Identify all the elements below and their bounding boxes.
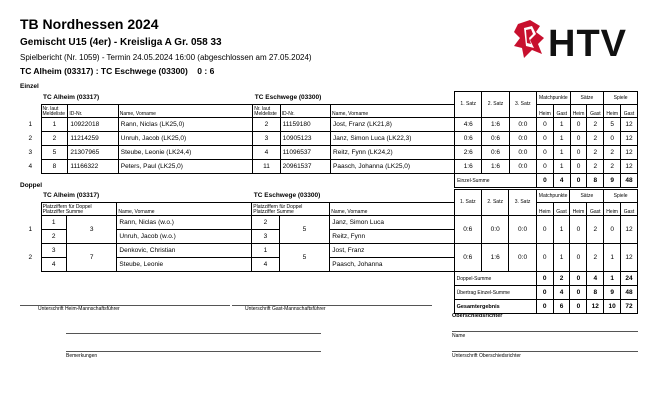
- einzel-home-team: TC Alheim (03317): [43, 94, 100, 102]
- home-platzziffer: 2: [41, 230, 66, 244]
- score-cell: 1: [553, 118, 570, 132]
- col-nr: Nr. laut Meldeliste: [41, 105, 68, 118]
- score-cell: 0: [536, 216, 553, 244]
- home-platzziffer: 4: [41, 258, 66, 272]
- table-row: [20, 132, 638, 146]
- sum-cell: 48: [621, 174, 638, 188]
- col-satz1: 1. Satz: [454, 190, 481, 216]
- home-player-name: Steube, Leonie (LK24,4): [118, 146, 253, 160]
- score-cell: 0: [537, 118, 554, 132]
- col-heim: Heim: [537, 105, 554, 118]
- score-cell: 12: [621, 146, 638, 160]
- col-name-guest: Name, Vorname: [330, 203, 454, 216]
- col-name-guest: Name, Vorname: [331, 105, 455, 118]
- carry-cell: 9: [604, 286, 621, 300]
- score-cell: 12: [621, 244, 638, 272]
- score-cell: 1: [604, 244, 621, 272]
- col-spiele: Spiele: [604, 190, 638, 203]
- row-number: 4: [28, 163, 33, 170]
- home-player-name: Unruh, Jacob (LK25,0): [118, 132, 253, 146]
- home-nr: 1: [41, 118, 68, 132]
- einzel-sum-label: Einzel-Summe: [455, 174, 537, 188]
- score-cell: 2: [587, 216, 604, 244]
- col-name: Name, Vorname: [118, 105, 253, 118]
- sum-cell: 0: [536, 272, 553, 286]
- col-plz-title: Platzziffern für Doppel: [42, 204, 92, 210]
- match-teams-score: TC Alheim (03317) : TC Eschwege (03300) 0 : 6: [20, 66, 215, 76]
- score-cell: 1: [553, 216, 570, 244]
- total-cell: 0: [570, 300, 587, 314]
- score-cell: 0: [570, 160, 587, 174]
- carry-cell: 48: [621, 286, 638, 300]
- referee-label: Oberschiedsrichter: [452, 313, 503, 319]
- col-gast: Gast: [587, 203, 604, 216]
- col-gast: Gast: [553, 203, 570, 216]
- score-cell: 1: [553, 244, 570, 272]
- htv-logo-text: HTV: [548, 23, 627, 64]
- row-number: 1: [28, 121, 33, 128]
- guest-platzziffer: 3: [252, 230, 279, 244]
- sum-cell: 8: [587, 174, 604, 188]
- total-cell: 12: [587, 300, 604, 314]
- home-player-name: Steube, Leonie: [117, 258, 252, 272]
- sum-cell: 2: [553, 272, 570, 286]
- carry-cell: 4: [553, 286, 570, 300]
- guest-nr: 3: [253, 132, 280, 146]
- set-score: 0:0: [509, 146, 536, 160]
- score-cell: 12: [621, 132, 638, 146]
- set-score: 1:6: [482, 160, 509, 174]
- home-id: 10922018: [68, 118, 118, 132]
- guest-player-name: Paasch, Johanna (LK25,0): [331, 160, 455, 174]
- table-row: [20, 244, 638, 258]
- col-id: ID-Nr.: [68, 105, 118, 118]
- col-satz3: 3. Satz: [509, 92, 536, 118]
- sum-cell: 9: [604, 174, 621, 188]
- league-subtitle: Gemischt U15 (4er) - Kreisliga A Gr. 058 33: [20, 37, 222, 48]
- total-label: Gesamtergebnis: [454, 300, 536, 314]
- col-spiele: Spiele: [604, 92, 638, 105]
- einzel-table: [20, 91, 638, 188]
- page-title: TB Nordhessen 2024: [20, 16, 159, 32]
- doppel-sum-label: Doppel-Summe: [454, 272, 536, 286]
- row-number: 1: [28, 226, 33, 233]
- guest-nr: 2: [253, 118, 280, 132]
- score-cell: 12: [621, 160, 638, 174]
- total-cell: 10: [604, 300, 621, 314]
- set-score: 2:6: [455, 146, 482, 160]
- guest-platzziffer: 2: [252, 216, 279, 230]
- col-platzziffern: [41, 203, 117, 216]
- home-captain-signature-label: Unterschrift Heim-Mannschaftsführer: [38, 306, 120, 312]
- row-number: 2: [28, 135, 33, 142]
- guest-nr: 11: [253, 160, 280, 174]
- col-plz-b: Summe: [65, 209, 84, 215]
- doppel-guest-team: TC Eschwege (03300): [253, 192, 321, 200]
- guest-id: 20961537: [280, 160, 330, 174]
- set-score: 0:6: [454, 244, 481, 272]
- guest-player-name: Janz, Simon Luca (LK22,3): [331, 132, 455, 146]
- guest-player-name: Paasch, Johanna: [330, 258, 454, 272]
- hesse-lion-icon: [514, 20, 544, 58]
- doppel-table: [20, 189, 638, 314]
- set-score: 0:0: [481, 216, 508, 244]
- col-satz2: 2. Satz: [481, 190, 508, 216]
- carry-label: Übertrag Einzel-Summe: [454, 286, 536, 300]
- row-number: 3: [28, 149, 33, 156]
- table-row: [20, 118, 638, 132]
- score-cell: 0: [537, 146, 554, 160]
- row-number: 2: [28, 254, 33, 261]
- col-heim: Heim: [536, 203, 553, 216]
- col-platzziffern-guest: [252, 203, 330, 216]
- sum-cell: 0: [537, 174, 554, 188]
- remarks-line-2: [66, 351, 321, 352]
- home-player-name: Rann, Niclas (LK25,0): [118, 118, 253, 132]
- score-cell: 2: [587, 160, 604, 174]
- score-cell: 0: [537, 132, 554, 146]
- carry-cell: 0: [536, 286, 553, 300]
- home-nr: 5: [41, 146, 68, 160]
- col-saetze: Sätze: [570, 190, 604, 203]
- col-gast: Gast: [621, 203, 638, 216]
- score-cell: 0: [570, 118, 587, 132]
- col-name: Name, Vorname: [117, 203, 252, 216]
- col-heim: Heim: [570, 105, 587, 118]
- guest-id: 11096537: [280, 146, 330, 160]
- col-plz-a: Platzziffer: [253, 209, 276, 215]
- home-summe: 3: [66, 216, 117, 244]
- score-cell: 1: [553, 132, 570, 146]
- sum-cell: 24: [621, 272, 638, 286]
- carry-cell: 8: [587, 286, 604, 300]
- col-heim: Heim: [604, 105, 621, 118]
- guest-platzziffer: 4: [252, 258, 279, 272]
- set-score: 0:6: [482, 132, 509, 146]
- set-score: 0:6: [482, 146, 509, 160]
- guest-captain-signature-label: Unterschrift Gast-Mannschaftsführer: [245, 306, 326, 312]
- col-nr-guest: Nr. laut Meldeliste: [253, 105, 280, 118]
- einzel-guest-team: TC Eschwege (03300): [254, 94, 322, 102]
- home-nr: 8: [41, 160, 68, 174]
- guest-nr: 4: [253, 146, 280, 160]
- score-cell: 0: [604, 132, 621, 146]
- score-cell: 0: [604, 216, 621, 244]
- set-score: 0:0: [509, 216, 536, 244]
- carry-cell: 0: [570, 286, 587, 300]
- score-cell: 0: [570, 146, 587, 160]
- col-id-guest: ID-Nr.: [280, 105, 330, 118]
- set-score: 0:6: [454, 216, 481, 244]
- col-gast: Gast: [553, 105, 570, 118]
- score-cell: 2: [604, 146, 621, 160]
- score-cell: 12: [621, 118, 638, 132]
- home-summe: 7: [66, 244, 117, 272]
- referee-name-label: Name: [452, 333, 466, 339]
- sum-cell: 0: [570, 272, 587, 286]
- col-heim: Heim: [570, 203, 587, 216]
- home-player-name: Rann, Niclas (w.o.): [117, 216, 252, 230]
- col-satz2: 2. Satz: [482, 92, 509, 118]
- score-cell: 2: [587, 244, 604, 272]
- score-cell: 2: [604, 160, 621, 174]
- guest-id: 10905123: [280, 132, 330, 146]
- total-cell: 0: [536, 300, 553, 314]
- einzel-label: Einzel: [20, 83, 39, 90]
- home-player-name: Peters, Paul (LK25,0): [118, 160, 253, 174]
- set-score: 1:6: [482, 118, 509, 132]
- table-row: [20, 160, 638, 174]
- score-cell: 12: [621, 216, 638, 244]
- sum-cell: 4: [587, 272, 604, 286]
- guest-player-name: Jost, Franz (LK21,8): [331, 118, 455, 132]
- remarks-label: Bemerkungen: [66, 353, 98, 359]
- set-score: 0:0: [509, 118, 536, 132]
- guest-summe: 5: [279, 216, 330, 244]
- score-cell: 0: [570, 244, 587, 272]
- col-gast: Gast: [621, 105, 638, 118]
- referee-signature-label: Unterschrift Oberschiedsrichter: [452, 353, 521, 359]
- col-satz3: 3. Satz: [509, 190, 536, 216]
- table-row: [20, 216, 638, 230]
- col-gast: Gast: [587, 105, 604, 118]
- score-cell: 2: [587, 146, 604, 160]
- score-cell: 1: [553, 160, 570, 174]
- col-plz-b: Summe: [276, 209, 294, 215]
- col-matchpunkte: Matchpunkte: [536, 190, 570, 203]
- guest-platzziffer: 1: [252, 244, 279, 258]
- home-player-name: Denkovic, Christian: [117, 244, 252, 258]
- set-score: 0:6: [455, 132, 482, 146]
- referee-name-line: [452, 331, 638, 332]
- home-id: 21307965: [68, 146, 118, 160]
- score-cell: 2: [587, 132, 604, 146]
- score-cell: 5: [604, 118, 621, 132]
- htv-logo: [510, 18, 640, 64]
- doppel-label: Doppel: [20, 182, 43, 189]
- sum-cell: 0: [570, 174, 587, 188]
- guest-id: 11159180: [280, 118, 330, 132]
- sum-cell: 4: [553, 174, 570, 188]
- score-cell: 0: [570, 132, 587, 146]
- guest-player-name: Reitz, Fynn: [330, 230, 454, 244]
- set-score: 0:0: [509, 244, 536, 272]
- set-score: 4:6: [455, 118, 482, 132]
- score-cell: 0: [537, 160, 554, 174]
- sum-cell: 1: [604, 272, 621, 286]
- total-cell: 72: [621, 300, 638, 314]
- guest-player-name: Reitz, Fynn (LK24,2): [331, 146, 455, 160]
- col-heim: Heim: [604, 203, 621, 216]
- table-row: [20, 146, 638, 160]
- col-satz1: 1. Satz: [455, 92, 482, 118]
- home-platzziffer: 3: [41, 244, 66, 258]
- doppel-home-team: TC Alheim (03317): [43, 192, 100, 200]
- home-id: 11166322: [68, 160, 118, 174]
- score-cell: 2: [587, 118, 604, 132]
- col-saetze: Sätze: [570, 92, 604, 105]
- total-cell: 6: [553, 300, 570, 314]
- guest-summe: 5: [279, 244, 330, 272]
- referee-sign-line: [452, 351, 638, 352]
- home-platzziffer: 1: [41, 216, 66, 230]
- score-cell: 0: [570, 216, 587, 244]
- col-plz-a: Platzziffer: [42, 209, 65, 215]
- set-score: 0:0: [509, 132, 536, 146]
- score-cell: 0: [536, 244, 553, 272]
- remarks-line-1: [66, 333, 321, 334]
- col-plz-title: Platzziffern für Doppel: [253, 204, 303, 210]
- guest-player-name: Janz, Simon Luca: [330, 216, 454, 230]
- home-player-name: Unruh, Jacob (w.o.): [117, 230, 252, 244]
- home-id: 11214259: [68, 132, 118, 146]
- score-cell: 1: [553, 146, 570, 160]
- match-meta: Spielbericht (Nr. 1059) - Termin 24.05.2024 16:00 (abgeschlossen am 27.05.2024): [20, 53, 312, 62]
- guest-player-name: Jost, Franz: [330, 244, 454, 258]
- set-score: 0:0: [509, 160, 536, 174]
- home-nr: 2: [41, 132, 68, 146]
- col-matchpunkte: Matchpunkte: [537, 92, 571, 105]
- set-score: 1:6: [481, 244, 508, 272]
- set-score: 1:6: [455, 160, 482, 174]
